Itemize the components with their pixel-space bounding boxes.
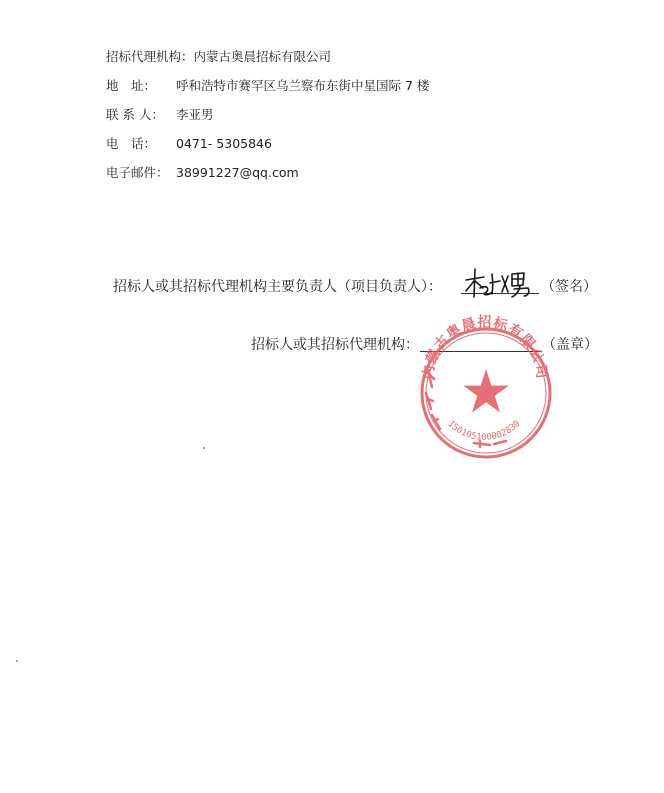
agency-row bbox=[106, 47, 331, 65]
agency-label: 招标代理机构： bbox=[106, 49, 194, 64]
seal-number: 150105100002830 bbox=[445, 419, 523, 443]
handwritten-signature bbox=[462, 266, 542, 300]
address-row bbox=[106, 76, 429, 94]
seal-text: 内蒙古奥晨招标有限公司 bbox=[420, 314, 550, 381]
agency-seal-line: 招标人或其招标代理机构： bbox=[251, 337, 419, 353]
scan-speck bbox=[16, 660, 18, 662]
company-seal bbox=[414, 313, 554, 465]
seal-suffix: （盖章） bbox=[542, 337, 598, 353]
contact-person-row bbox=[106, 105, 214, 123]
svg-text:150105100002830 bbox=[445, 419, 522, 443]
email-value: 38991227@qq.com bbox=[176, 165, 299, 180]
address-label: 地 址： bbox=[106, 78, 157, 93]
contact-person-label: 联 系 人： bbox=[106, 107, 164, 122]
phone-row bbox=[106, 134, 272, 152]
email-label: 电子邮件： bbox=[106, 165, 169, 180]
phone-label: 电 话： bbox=[106, 136, 157, 151]
email-row bbox=[106, 163, 299, 181]
contact-person-value: 李亚男 bbox=[176, 107, 214, 122]
signature-suffix: （签名） bbox=[541, 279, 597, 295]
scan-speck bbox=[203, 447, 205, 449]
address-value: 呼和浩特市赛罕区乌兰察布东街中星国际 7 楼 bbox=[176, 78, 430, 93]
responsible-person-line: 招标人或其招标代理机构主要负责人（项目负责人）： bbox=[113, 279, 442, 295]
svg-text:内蒙古奥晨招标有限公司 bbox=[420, 314, 551, 381]
agency-value: 内蒙古奥晨招标有限公司 bbox=[193, 49, 332, 64]
phone-value: 0471- 5305846 bbox=[176, 136, 272, 151]
